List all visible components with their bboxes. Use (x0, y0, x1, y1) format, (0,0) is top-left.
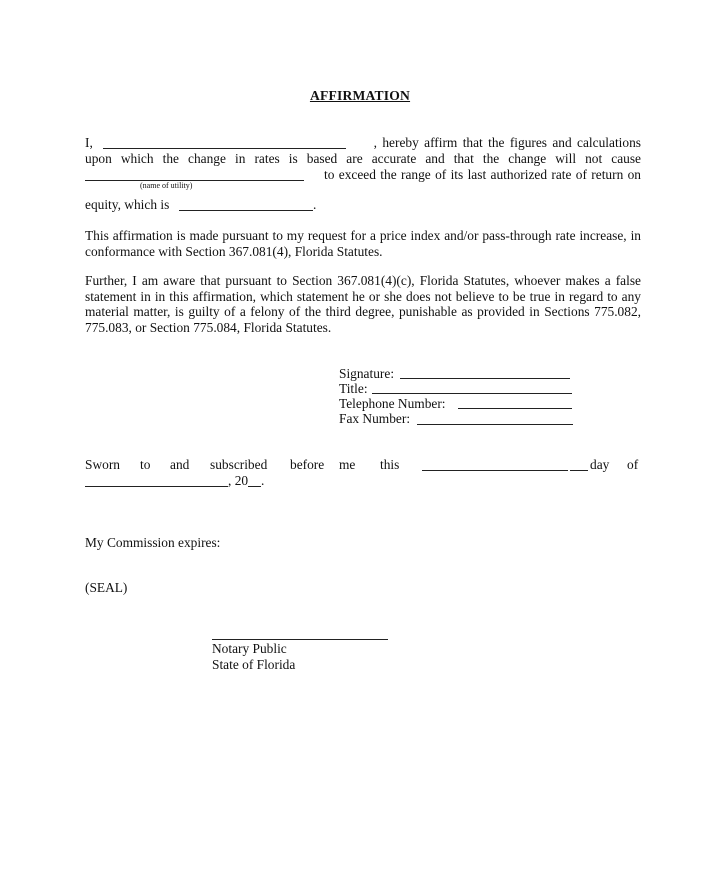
sworn-word: me (339, 457, 356, 472)
affiant-name-blank[interactable] (103, 148, 346, 149)
equity-suffix: . (313, 197, 317, 212)
utility-name-label: (name of utility) (140, 181, 193, 190)
sworn-year-prefix: , 20 (228, 473, 249, 488)
signature-blank[interactable] (400, 378, 570, 379)
signature-label: Signature: (339, 366, 395, 381)
sworn-word: subscribed (210, 457, 268, 472)
paragraph-false-statement: Further, I am aware that pursuant to Section 367.081(4)(c), Florida Statutes, whoever makes a false statement in in this affirmation, which statement he or she does not believe to be true in regard to any material matter, is guilty of a felony of the third degree, punishable as provided in Sections 775.082, 775.083, or Section 775.084, Florida Statutes. (85, 273, 641, 335)
of-word: of (627, 457, 639, 472)
title-blank[interactable] (372, 393, 572, 394)
sworn-word: this (380, 457, 400, 472)
seal-label: (SEAL) (85, 580, 128, 595)
sworn-day-blank[interactable] (570, 470, 588, 471)
telephone-label: Telephone Number: (339, 396, 446, 411)
commission-expires: My Commission expires: (85, 535, 221, 550)
equity-prefix: equity, which is (85, 197, 170, 212)
paragraph-conformance: This affirmation is made pursuant to my request for a price index and/or pass-through rate increase, in conformance with Section 367.081(4), Florida Statutes. (85, 228, 641, 259)
notary-public-label: Notary Public (212, 641, 287, 656)
affirm-prefix: I, (85, 135, 93, 150)
day-word: day (590, 457, 610, 472)
sworn-word: and (170, 457, 190, 472)
notary-signature-blank[interactable] (212, 639, 388, 640)
fax-label: Fax Number: (339, 411, 411, 426)
utility-name-blank[interactable] (85, 180, 304, 181)
fax-blank[interactable] (417, 424, 573, 425)
sworn-word: to (140, 457, 151, 472)
affirm-line-1-suffix: , hereby affirm that the figures and calculations (373, 135, 641, 150)
page-title: AFFIRMATION (309, 88, 411, 103)
affirm-line-3: to exceed the range of its last authorized rate of return on (324, 167, 641, 182)
sworn-word: before (290, 457, 325, 472)
title-label: Title: (339, 381, 368, 396)
sworn-year-blank[interactable] (248, 486, 261, 487)
equity-rate-blank[interactable] (179, 210, 313, 211)
telephone-blank[interactable] (458, 408, 572, 409)
notary-state-label: State of Florida (212, 657, 296, 672)
affirm-line-2: upon which the change in rates is based are accurate and that the change will not cause (85, 151, 641, 166)
sworn-word: Sworn (85, 457, 120, 472)
sworn-year-suffix: . (261, 473, 265, 488)
affirm-line-4 (85, 197, 169, 213)
sworn-date-blank[interactable] (422, 470, 568, 471)
affirm-line-1 (85, 135, 93, 151)
sworn-month-blank[interactable] (85, 486, 228, 487)
